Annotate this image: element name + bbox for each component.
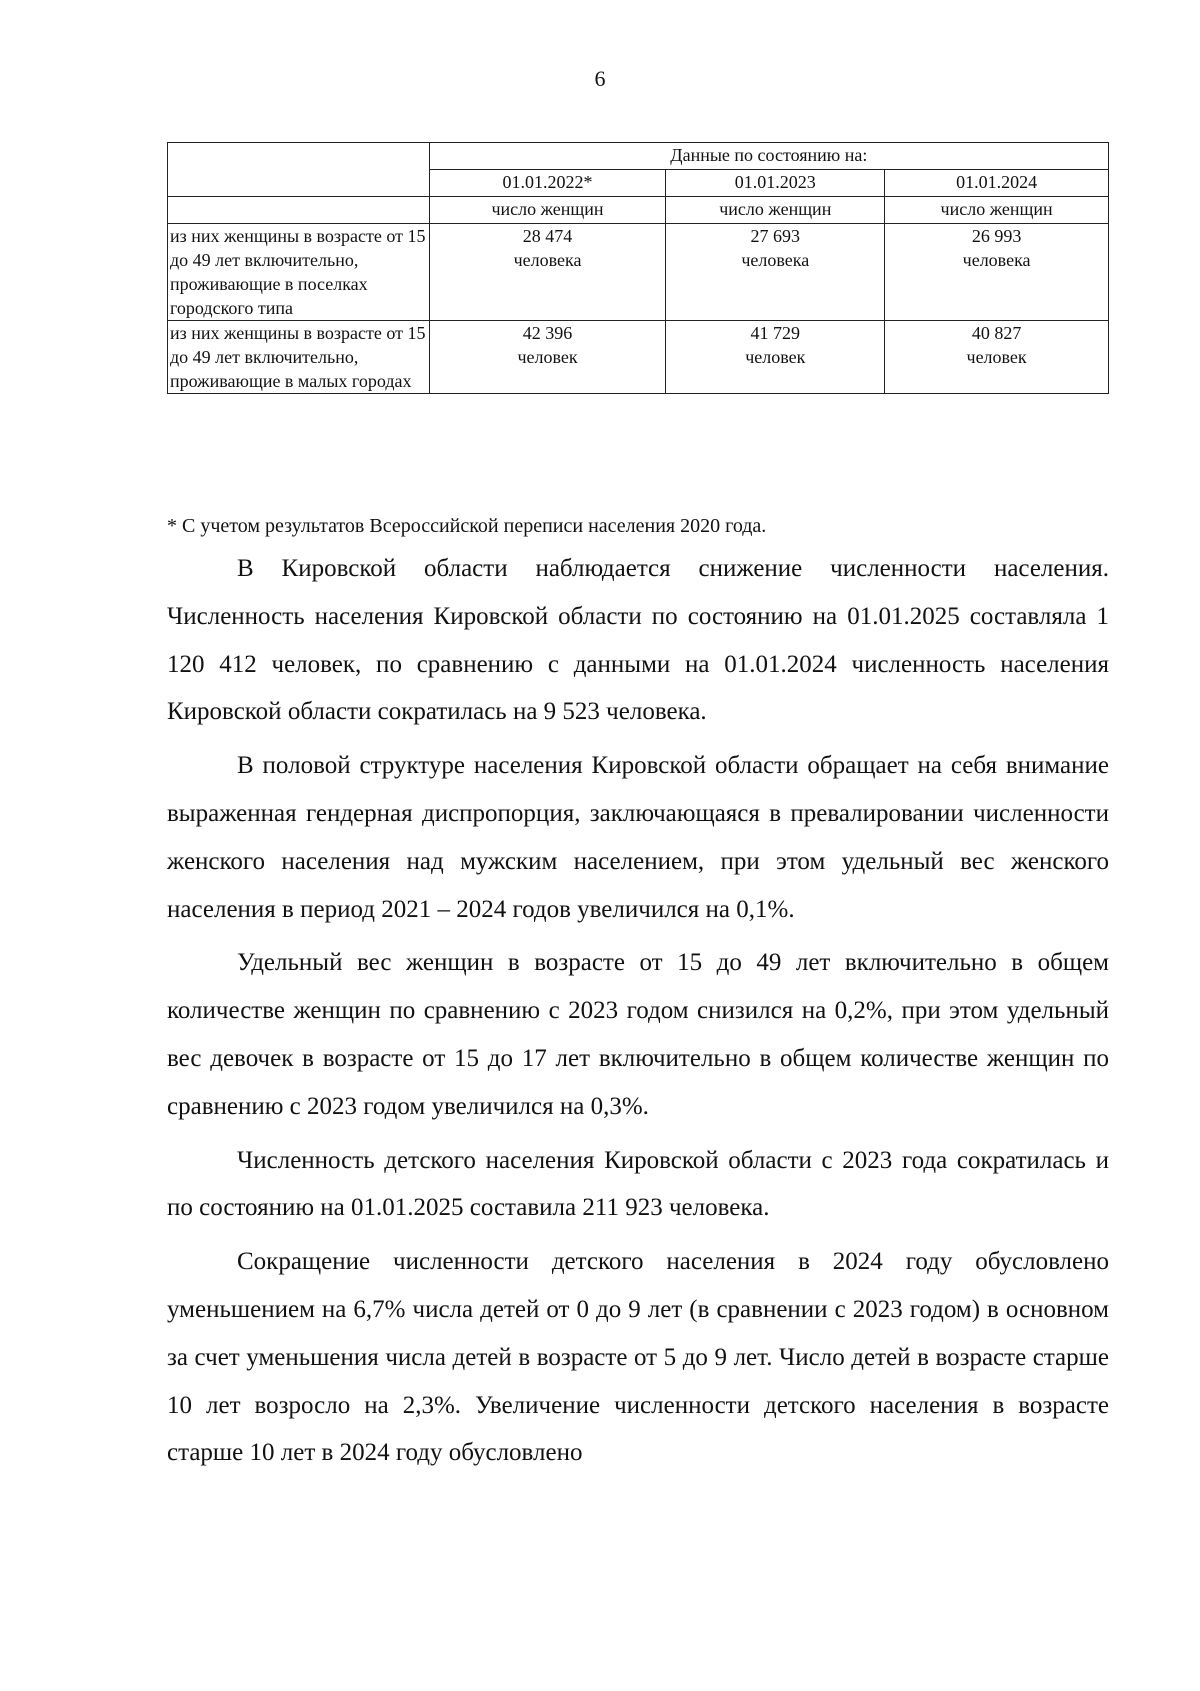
paragraph: Численность детского населения Кировской области с 2023 года сократилась и по состоянию на 01.01.2025 составила 211 923 человека. bbox=[167, 1146, 1109, 1222]
table-header-row bbox=[168, 143, 1109, 170]
value-unit: человек bbox=[745, 347, 806, 367]
statistics-table bbox=[167, 142, 1109, 394]
row-label: из них женщины в возрасте от 15 до 49 лет включительно, проживающие в поселках городского типа bbox=[168, 224, 430, 321]
value-cell bbox=[429, 321, 666, 394]
paragraph: В Кировской области наблюдается снижение численности населения. Численность населения Кировской области по состоянию на 01.01.2025 составляла 1 120 412 человек, по сравнению с данными на 01.01.2024 численность населения Кировской области сократилась на 9 523 человека. bbox=[167, 555, 1109, 726]
paragraph: В половой структуре населения Кировской области обращает на себя внимание выраженная гендерная диспропорция, заключающаяся в превалировании численности женского населения над мужским населением, при этом удельный вес женского населения в период 2021 – 2024 годов увеличился на 0,1%. bbox=[167, 752, 1109, 923]
value-number: 42 396 bbox=[522, 323, 573, 343]
date-header-cell: 01.01.2023 bbox=[666, 170, 885, 197]
date-header-cell: 01.01.2024 bbox=[885, 170, 1109, 197]
value-number: 27 693 bbox=[750, 226, 801, 246]
subheader-cell: число женщин bbox=[885, 197, 1109, 224]
row-label: из них женщины в возрасте от 15 до 49 лет включительно, проживающие в малых городах bbox=[168, 321, 430, 394]
page-number: 6 bbox=[594, 66, 606, 91]
value-number: 28 474 bbox=[522, 226, 573, 246]
body-text bbox=[167, 545, 1109, 1483]
value-unit: человек bbox=[966, 347, 1027, 367]
paragraph: Удельный вес женщин в возрасте от 15 до 49 лет включительно в общем количестве женщин по сравнению с 2023 годом снизился на 0,2%, при этом удельный вес девочек в возрасте от 15 до 17 лет включительно в общем количестве женщин по сравнению с 2023 годом увеличился на 0,3%. bbox=[167, 949, 1109, 1120]
subheader-cell: число женщин bbox=[429, 197, 666, 224]
paragraph: Сокращение численности детского населения в 2024 году обусловлено уменьшением на 6,7% числа детей от 0 до 9 лет (в сравнении с 2023 годом) в основном за счет уменьшения числа детей в возрасте от 5 до 9 лет. Число детей в возрасте старше 10 лет возросло на 2,3%. Увеличение численности детского населения в возрасте старше 10 лет в 2024 году обусловлено bbox=[167, 1248, 1109, 1467]
value-cell bbox=[429, 224, 666, 321]
value-cell bbox=[666, 321, 885, 394]
table-row bbox=[168, 321, 1109, 394]
subheader-row bbox=[168, 197, 1109, 224]
subheader-cell: число женщин bbox=[666, 197, 885, 224]
empty-subheader-cell bbox=[168, 197, 430, 224]
value-cell bbox=[885, 224, 1109, 321]
value-unit: человека bbox=[741, 250, 810, 270]
value-number: 41 729 bbox=[750, 323, 801, 343]
table-row bbox=[168, 224, 1109, 321]
group-header-cell: Данные по состоянию на: bbox=[429, 143, 1108, 170]
value-cell bbox=[885, 321, 1109, 394]
value-unit: человека bbox=[513, 250, 582, 270]
date-header-cell: 01.01.2022* bbox=[429, 170, 666, 197]
empty-header-cell bbox=[168, 143, 430, 197]
value-number: 40 827 bbox=[971, 323, 1022, 343]
value-unit: человек bbox=[517, 347, 578, 367]
table-footnote: * С учетом результатов Всероссийской переписи населения 2020 года. bbox=[167, 515, 767, 537]
value-unit: человека bbox=[962, 250, 1031, 270]
value-number: 26 993 bbox=[971, 226, 1022, 246]
value-cell bbox=[666, 224, 885, 321]
